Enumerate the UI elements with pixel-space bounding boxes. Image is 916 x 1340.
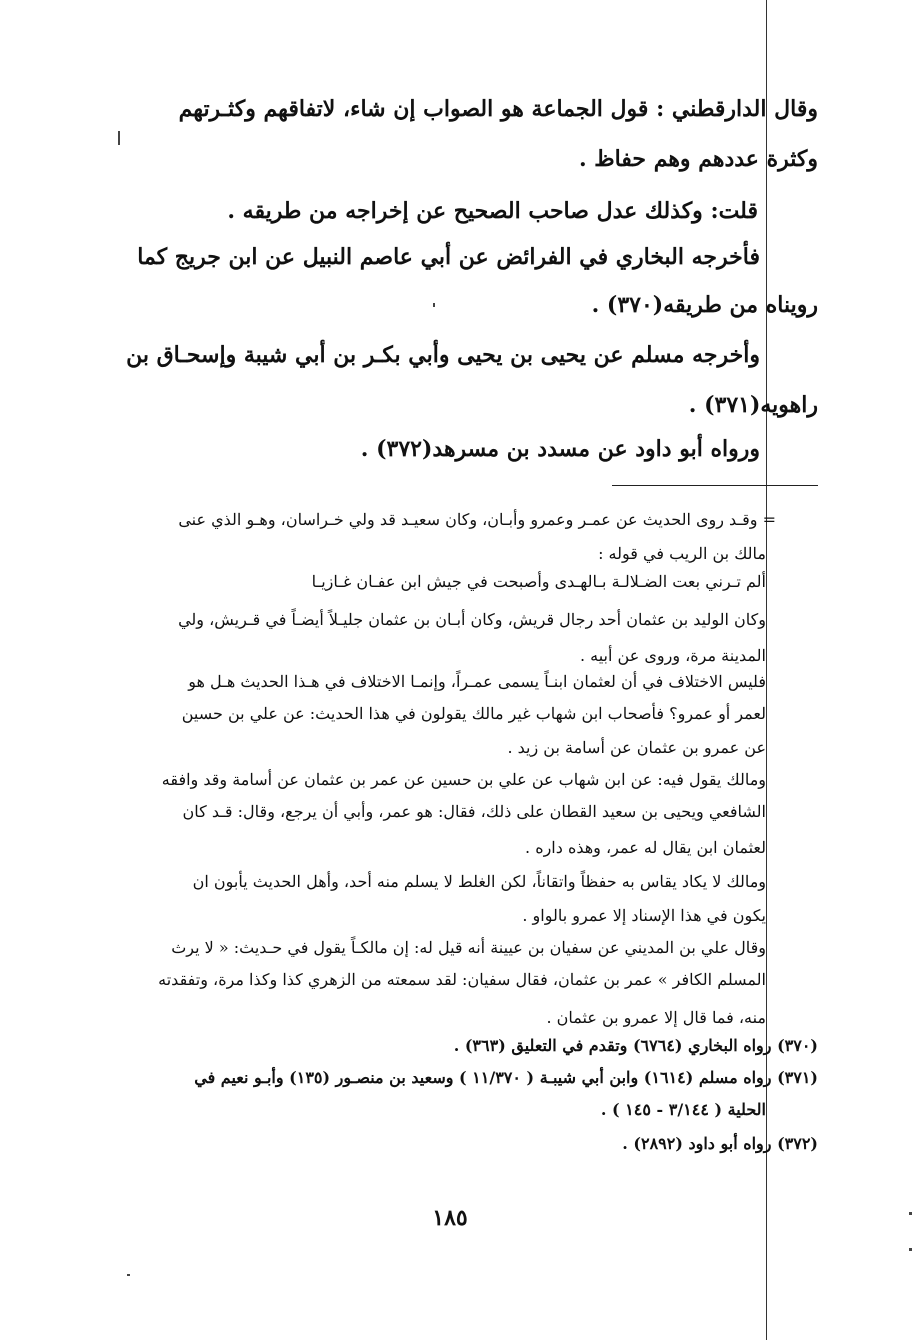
footnote-371: (٣٧١) رواه مسلم (١٦١٤) وابن أبي شيبـة ( ١١/٣٧٠ ) وسعيد بن منصـور (١٣٥) وأبـو نعيم في bbox=[194, 1068, 818, 1087]
footnote-372: (٣٧٢) رواه أبو داود (٢٨٩٢) . bbox=[622, 1134, 818, 1153]
main-text-line: فأخرجه البخاري في الفرائض عن أبي عاصم النبيل عن ابن جريج كما bbox=[137, 244, 760, 270]
note-line: الشافعي ويحيى بن سعيد القطان على ذلك، فقال: هو عمر، وأبي أن يرجع، وقال: قـد كان bbox=[182, 802, 766, 821]
note-line: = وقـد روى الحديث عن عمـر وعمرو وأبـان، وكان سعيـد قد ولي خـراسان، وهـو الذي عنى bbox=[178, 510, 776, 529]
main-text-line: وأخرجه مسلم عن يحيى بن يحيى وأبي بكـر بن أبي شيبة وإسحـاق بن bbox=[126, 342, 760, 368]
scan-speck bbox=[909, 1212, 912, 1215]
scan-speck bbox=[118, 131, 120, 145]
note-line: وكان الوليد بن عثمان أحد رجال قريش، وكان أبـان بن عثمان جليـلاً أيضـاً في قـريش، ولي bbox=[178, 610, 766, 629]
note-line: المدينة مرة، وروى عن أبيه . bbox=[579, 646, 766, 665]
main-text-line: وقال الدارقطني : قول الجماعة هو الصواب إن شاء، لاتفاقهم وكثـرتهم bbox=[178, 96, 818, 122]
footnote-370: (٣٧٠) رواه البخاري (٦٧٦٤) وتقدم في التعليق (٣٦٣) . bbox=[453, 1036, 818, 1055]
note-line: مالك بن الريب في قوله : bbox=[598, 544, 766, 563]
footnote-divider bbox=[612, 485, 818, 486]
note-line: وقال علي بن المديني عن سفيان بن عيينة أنه قيل له: إن مالكـاً يقول في حـديث: « لا يرث bbox=[171, 938, 766, 957]
note-line: لعمر أو عمرو؟ فأصحاب ابن شهاب غير مالك يقولون في هذا الحديث: عن علي بن حسين bbox=[181, 704, 766, 723]
main-text-line: قلت: وكذلك عدل صاحب الصحيح عن إخراجه من طريقه . bbox=[227, 198, 758, 224]
footnote-371-cont: الحلية ( ٣/١٤٤ - ١٤٥ ) . bbox=[600, 1100, 766, 1119]
note-line: منه، فما قال إلا عمرو بن عثمان . bbox=[546, 1008, 766, 1027]
main-text-line: وكثرة عددهم وهم حفاظ . bbox=[578, 146, 818, 172]
main-text-line: ورواه أبو داود عن مسدد بن مسرهد(٣٧٢) . bbox=[360, 436, 760, 462]
main-text-line: راهويه(٣٧١) . bbox=[688, 392, 818, 418]
page-number: ١٨٥ bbox=[432, 1205, 468, 1231]
note-line: فليس الاختلاف في أن لعثمان ابنـاً يسمى عمـراً، وإنمـا الاختلاف في هـذا الحديث هـل هو bbox=[188, 672, 766, 691]
note-line: ألم تـرني بعت الضـلالـة بـالهـدى وأصبحت في جيش ابن عفـان غـازيـا bbox=[311, 572, 766, 591]
note-line: ومالك يقول فيه: عن ابن شهاب عن علي بن حسين عن عمر بن عثمان عن أسامة وقد وافقه bbox=[161, 770, 766, 789]
note-line: لعثمان ابن يقال له عمر، وهذه داره . bbox=[525, 838, 766, 857]
scan-speck bbox=[909, 1248, 912, 1251]
note-line: ومالك لا يكاد يقاس به حفظاً واتقاناً، لكن الغلط لا يسلم منه أحد، وأهل الحديث يأبون ان bbox=[192, 872, 766, 891]
note-line: عن عمرو بن عثمان عن أسامة بن زيد . bbox=[507, 738, 766, 757]
scan-speck bbox=[433, 303, 435, 307]
note-line: يكون في هذا الإسناد إلا عمرو بالواو . bbox=[522, 906, 766, 925]
note-line: المسلم الكافر » عمر بن عثمان، فقال سفيان: لقد سمعته من الزهري كذا وكذا مرة، وتفقدته bbox=[158, 970, 766, 989]
scan-speck bbox=[127, 1274, 130, 1276]
main-text-line: رويناه من طريقه(٣٧٠) . bbox=[591, 292, 818, 318]
